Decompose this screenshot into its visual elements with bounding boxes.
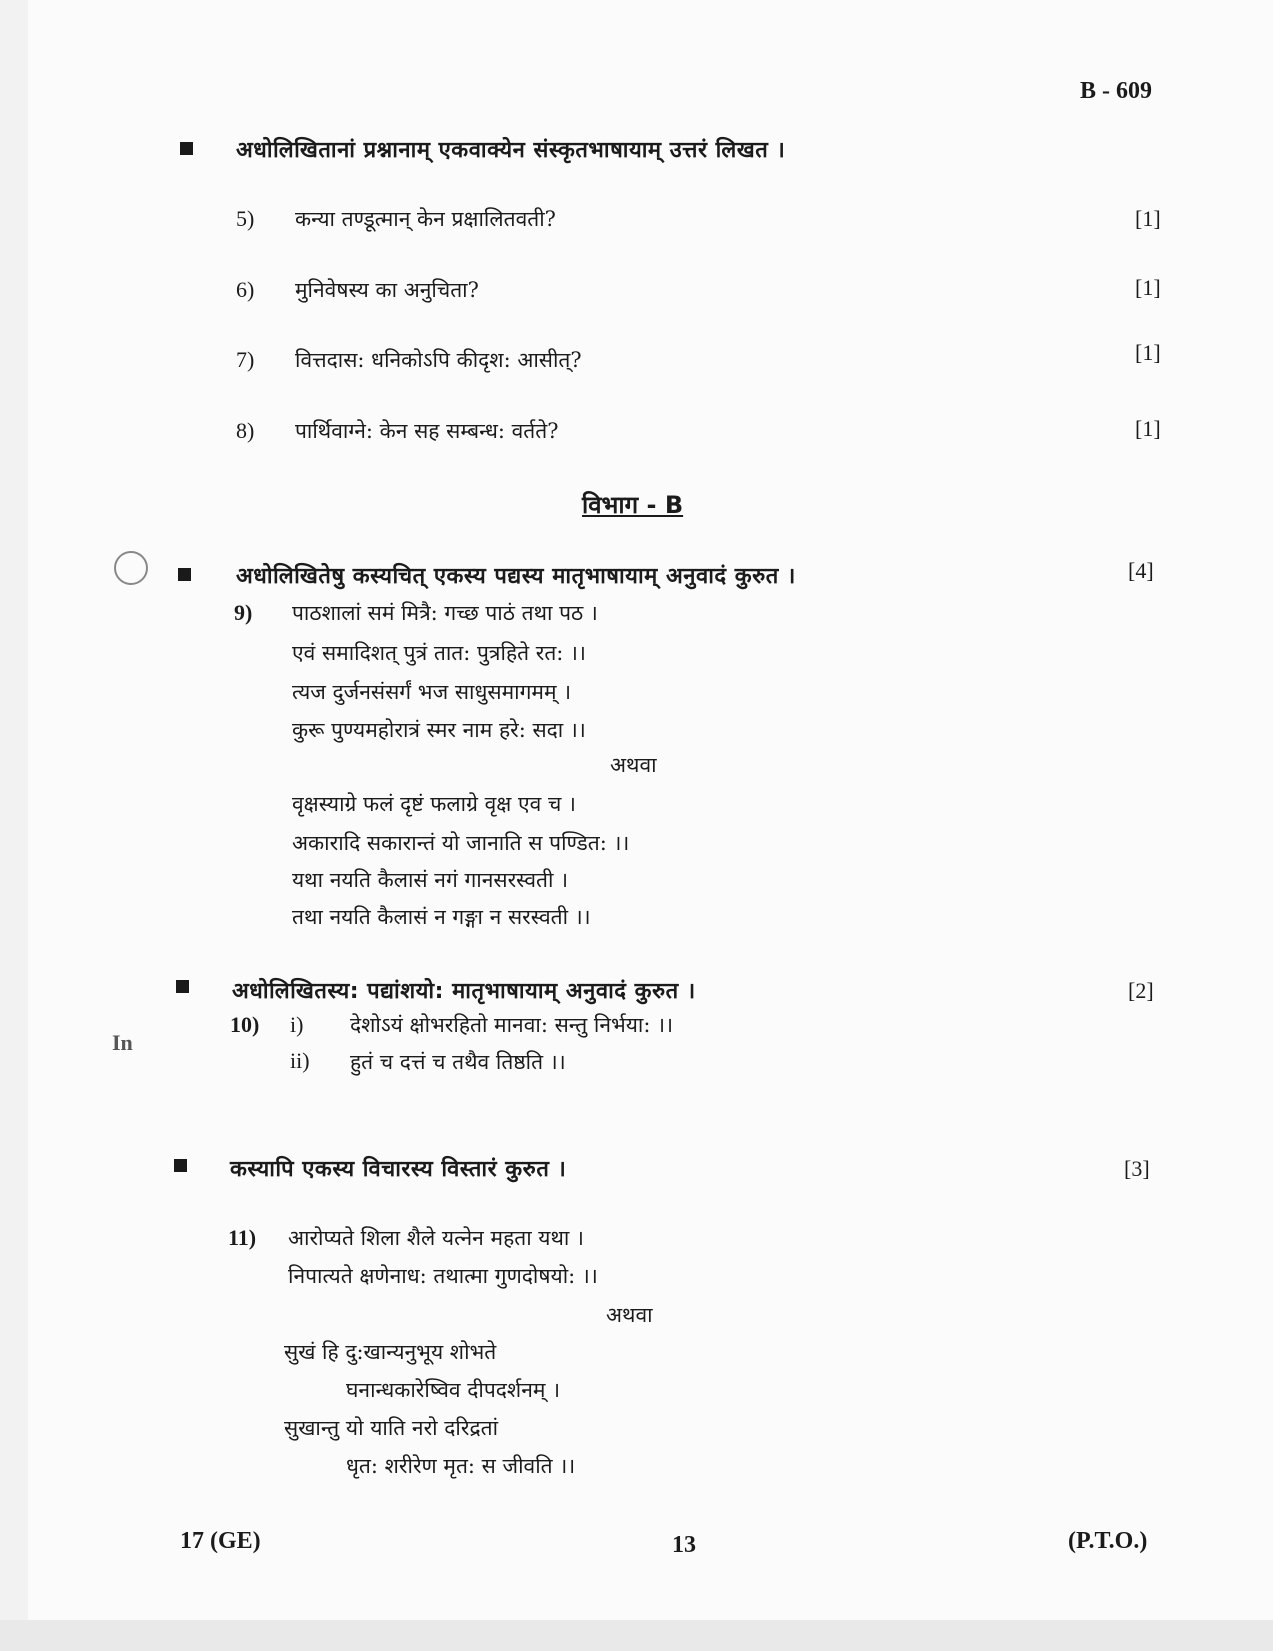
question-text: पार्थिवाग्ने: केन सह सम्बन्ध: वर्तते? bbox=[295, 419, 559, 443]
q11-marks: [3] bbox=[1124, 1156, 1150, 1181]
part-text: हुतं च दत्तं च तथैव तिष्ठति ।। bbox=[350, 1050, 566, 1074]
question-marks: [1] bbox=[1135, 275, 1161, 300]
question-marks: [1] bbox=[1135, 340, 1161, 365]
verse-line: अकारादि सकारान्तं यो जानाति स पण्डित: ।। bbox=[292, 831, 630, 855]
verse-line: सुखान्तु यो याति नरो दरिद्रतां bbox=[284, 1416, 499, 1440]
question-number: 8) bbox=[236, 418, 255, 443]
bullet-icon bbox=[178, 568, 191, 581]
q9-marks: [4] bbox=[1128, 558, 1154, 583]
bullet-icon bbox=[174, 1159, 187, 1172]
q11-instruction: कस्यापि एकस्य विचारस्य विस्तारं कुरुत । bbox=[230, 1157, 567, 1182]
question-text: कन्या तण्डूत्मान् केन प्रक्षालितवती? bbox=[295, 207, 556, 231]
question-number: 6) bbox=[236, 277, 255, 302]
verse-line: तथा नयति कैलासं न गङ्गा न सरस्वती ।। bbox=[292, 905, 591, 929]
question-number: 9) bbox=[234, 600, 253, 625]
question-marks: [1] bbox=[1135, 416, 1161, 441]
footer-left: 17 (GE) bbox=[180, 1528, 261, 1554]
question-number: 5) bbox=[236, 206, 255, 231]
or-separator: अथवा bbox=[606, 1303, 653, 1327]
footer-right: (P.T.O.) bbox=[1068, 1528, 1148, 1554]
verse-line: कुरू पुण्यमहोरात्रं स्मर नाम हरे: सदा ।। bbox=[292, 718, 586, 742]
verse-line: धृत: शरीरेण मृत: स जीवति ।। bbox=[346, 1454, 576, 1478]
bullet-icon bbox=[176, 980, 189, 993]
question-number: 7) bbox=[236, 347, 255, 372]
q10-marks: [2] bbox=[1128, 978, 1154, 1003]
verse-line: वृक्षस्याग्रे फलं दृष्टं फलाग्रे वृक्ष एव च । bbox=[292, 792, 576, 816]
verse-line: सुखं हि दु:खान्यनुभूय शोभते bbox=[284, 1340, 497, 1364]
question-marks: [1] bbox=[1135, 206, 1161, 231]
verse-line: आरोप्यते शिला शैले यत्नेन महता यथा । bbox=[288, 1226, 584, 1250]
verse-line: यथा नयति कैलासं नगं गानसरस्वती । bbox=[292, 868, 569, 892]
bullet-icon bbox=[180, 142, 193, 155]
verse-line: घनान्धकारेष्विव दीपदर्शनम् । bbox=[346, 1378, 561, 1402]
scan-border bbox=[0, 1620, 1273, 1651]
exam-page bbox=[28, 0, 1273, 1620]
question-text: वित्तदास: धनिकोऽपि कीदृश: आसीत्? bbox=[295, 348, 582, 372]
part-label: ii) bbox=[290, 1048, 310, 1073]
page-number: 13 bbox=[672, 1532, 696, 1558]
paper-code: B - 609 bbox=[1080, 78, 1152, 104]
margin-mark: In bbox=[112, 1030, 133, 1055]
section-b-title: विभाग - B bbox=[582, 491, 684, 519]
q9-instruction: अधोलिखितेषु कस्यचित् एकस्य पद्यस्य मातृभाषायाम् अनुवादं कुरुत । bbox=[236, 564, 796, 589]
verse-line: निपात्यते क्षणेनाध: तथात्मा गुणदोषयो: ।। bbox=[288, 1264, 598, 1288]
question-text: मुनिवेषस्य का अनुचिता? bbox=[295, 278, 479, 302]
verse-line: एवं समादिशत् पुत्रं तात: पुत्रहिते रत: ।। bbox=[292, 641, 586, 665]
q10-instruction: अधोलिखितस्य: पद्यांशयो: मातृभाषायाम् अनुवादं कुरुत । bbox=[232, 979, 696, 1004]
or-separator: अथवा bbox=[610, 753, 657, 777]
verse-line: पाठशालां समं मित्रै: गच्छ पाठं तथा पठ । bbox=[292, 601, 598, 625]
question-number: 10) bbox=[230, 1012, 260, 1037]
part-label: i) bbox=[290, 1012, 304, 1037]
part-text: देशोऽयं क्षोभरहितो मानवा: सन्तु निर्भया: ।। bbox=[350, 1013, 674, 1037]
circle-mark-icon bbox=[114, 551, 148, 585]
question-number: 11) bbox=[228, 1225, 257, 1250]
section-a-instruction: अधोलिखितानां प्रश्नानाम् एकवाक्येन संस्कृतभाषायाम् उत्तरं लिखत । bbox=[236, 138, 786, 163]
verse-line: त्यज दुर्जनसंसर्गं भज साधुसमागमम् । bbox=[292, 680, 572, 704]
